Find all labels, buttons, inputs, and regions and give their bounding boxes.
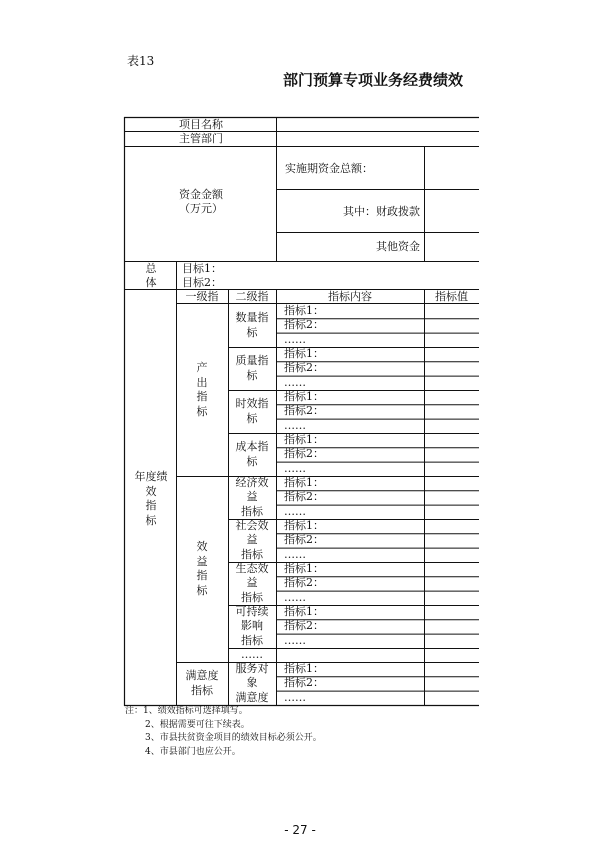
- ecological-benefit-label: [228, 562, 276, 605]
- indicator-item-1: 指标1：: [284, 605, 324, 618]
- note-1: 注：1、绩效指标可选择填写。: [125, 706, 248, 716]
- note-4: 4、市县部门也应公开。: [145, 746, 241, 757]
- indicator-item-1: 指标1：: [284, 433, 324, 446]
- economic-line1: 经济效: [235, 475, 269, 489]
- level1-column-header: 一级指: [185, 289, 219, 303]
- service-line3: 满意度: [235, 690, 269, 704]
- satisfaction-label-line1: 满意度: [185, 669, 219, 682]
- indicator-item-2: 指标2：: [284, 676, 324, 690]
- timeliness-indicator-label: [228, 390, 276, 433]
- indicator-ellipsis: ……: [284, 504, 306, 518]
- page-number: - 27 -: [284, 823, 316, 837]
- indicator-ellipsis: ……: [284, 332, 306, 346]
- annual-indicators-line3: 指: [145, 499, 157, 512]
- service-line1: 服务对: [235, 661, 269, 675]
- indicator-item-2: 指标2：: [284, 361, 324, 375]
- indicator-ellipsis: ……: [284, 633, 306, 647]
- overall-goal-label-line1: 总: [145, 261, 157, 275]
- benefit-indicators-label: [176, 476, 228, 662]
- overall-goal-label: [126, 262, 176, 290]
- indicator-item-2: 指标2：: [284, 576, 324, 590]
- output-label-line2: 出: [196, 375, 208, 389]
- quantity-line2: 标: [246, 325, 258, 339]
- social-line1: 社会效: [235, 518, 269, 532]
- indicator-item-1: 指标1：: [284, 662, 324, 675]
- quality-line1: 质量指: [235, 354, 269, 367]
- ecological-line3: 指标: [241, 590, 263, 604]
- timeliness-line2: 标: [246, 411, 258, 425]
- goal-2: 目标2：: [182, 275, 222, 289]
- funds-amount-text: 资金金额: [179, 187, 223, 201]
- indicator-item-2: 指标2：: [284, 533, 324, 547]
- indicator-item-1: 指标1：: [284, 476, 324, 489]
- output-indicators-label: [176, 304, 228, 476]
- indicator-ellipsis: ……: [284, 547, 306, 561]
- service-line2: 象: [246, 676, 258, 690]
- other-funds-label: 其他资金: [376, 240, 420, 253]
- total-funds-label: 实施期资金总额：: [285, 162, 373, 175]
- overall-goal-label-line2: 体: [145, 276, 157, 289]
- benefit-label-line2: 益: [196, 554, 208, 568]
- value-column-header: 指标值: [435, 289, 468, 303]
- table-number-label: 表13: [127, 54, 155, 68]
- project-name-label: 项目名称: [179, 117, 223, 131]
- benefit-extra-ellipsis: ……: [241, 648, 263, 661]
- goal-1: 目标1：: [182, 261, 222, 275]
- notes: [125, 705, 322, 759]
- quality-line2: 标: [246, 368, 258, 382]
- department-label: 主管部门: [179, 132, 223, 145]
- fiscal-funds-label: 其中：财政拨款: [343, 205, 420, 218]
- annual-indicators-label: [126, 469, 176, 529]
- sustainable-line1: 可持续: [235, 604, 269, 618]
- annual-indicators-line1: 年度绩: [134, 470, 168, 483]
- timeliness-line1: 时效指: [235, 397, 269, 410]
- quality-indicator-label: [228, 347, 276, 390]
- economic-line3: 指标: [241, 504, 263, 518]
- sustainable-line2: 影响: [241, 619, 263, 633]
- satisfaction-indicators-label: [176, 662, 228, 705]
- social-line3: 指标: [241, 547, 263, 561]
- quantity-line1: 数量指: [235, 311, 269, 324]
- satisfaction-label-line2: 指标: [191, 683, 213, 697]
- social-benefit-label: [228, 519, 276, 562]
- sustainable-line3: 指标: [241, 633, 263, 647]
- indicator-item-2: 指标2：: [284, 318, 324, 332]
- indicator-item-1: 指标1：: [284, 304, 324, 317]
- indicator-ellipsis: ……: [284, 590, 306, 604]
- indicator-ellipsis: ……: [284, 375, 306, 389]
- indicator-ellipsis: ……: [284, 690, 306, 704]
- ecological-line1: 生态效: [235, 561, 269, 575]
- note-3: 3、市县扶贫资金项目的绩效目标必须公开。: [145, 733, 322, 743]
- indicator-ellipsis: ……: [284, 418, 306, 432]
- economic-benefit-label: [228, 476, 276, 519]
- indicator-item-2: 指标2：: [284, 619, 324, 633]
- cost-line1: 成本指: [235, 440, 269, 453]
- note-2: 2、根据需要可往下续表。: [145, 719, 250, 730]
- cost-line2: 标: [246, 454, 258, 468]
- economic-line2: 益: [246, 490, 258, 504]
- annual-indicators-line4: 标: [145, 513, 157, 527]
- indicator-item-2: 指标2：: [284, 404, 324, 418]
- sustainable-impact-label: [228, 605, 276, 648]
- page-title: 部门预算专项业务经费绩效: [283, 71, 464, 89]
- social-line2: 益: [246, 533, 258, 547]
- quantity-indicator-label: [228, 304, 276, 347]
- output-label-line4: 标: [196, 404, 208, 418]
- benefit-label-line4: 标: [196, 583, 208, 597]
- indicator-item-2: 指标2：: [284, 490, 324, 504]
- cost-indicator-label: [228, 433, 276, 476]
- benefit-label-line1: 效: [196, 540, 208, 553]
- output-label-line3: 指: [196, 390, 208, 403]
- ecological-line2: 益: [246, 576, 258, 590]
- indicator-item-1: 指标1：: [284, 347, 324, 360]
- indicator-ellipsis: ……: [284, 461, 306, 475]
- funds-unit-text: （万元）: [179, 202, 223, 215]
- funds-amount-label: [126, 182, 276, 222]
- indicator-item-1: 指标1：: [284, 519, 324, 532]
- indicator-item-1: 指标1：: [284, 562, 324, 575]
- service-satisfaction-label: [228, 662, 276, 705]
- output-label-line1: 产: [196, 361, 208, 374]
- level2-column-header: 二级指: [235, 289, 269, 303]
- benefit-label-line3: 指: [196, 569, 208, 582]
- indicator-item-1: 指标1：: [284, 390, 324, 403]
- annual-indicators-line2: 效: [145, 484, 157, 498]
- indicator-item-2: 指标2：: [284, 447, 324, 461]
- content-column-header: 指标内容: [328, 289, 372, 303]
